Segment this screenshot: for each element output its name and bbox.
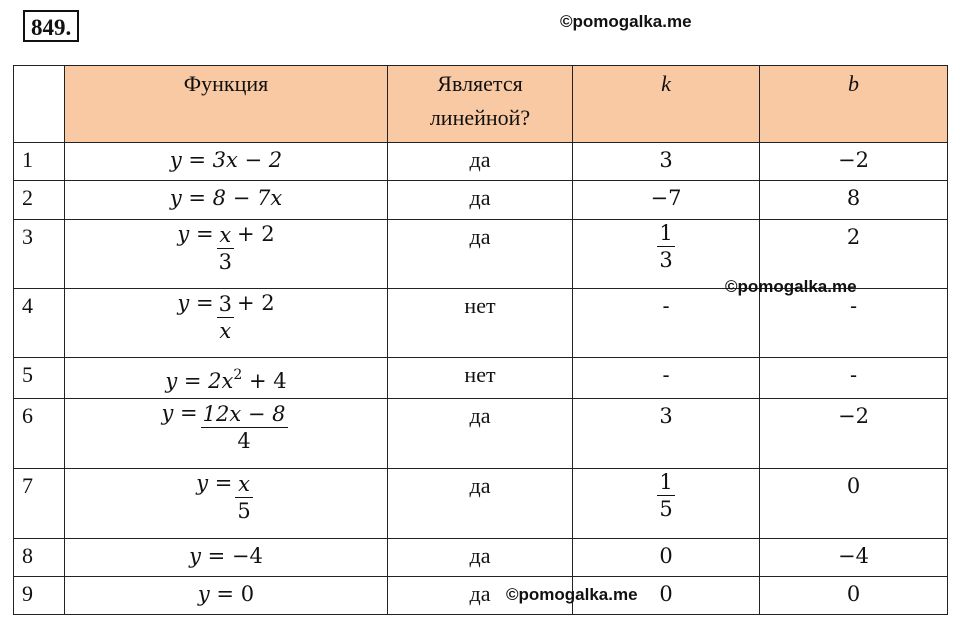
table-row: [14, 358, 948, 399]
function-tail: + 2: [236, 222, 275, 246]
table-row: [14, 399, 948, 469]
is-linear-cell: нет: [388, 358, 573, 399]
function-expression: −4: [231, 544, 263, 568]
header-k: k: [573, 66, 760, 143]
header-is-linear-line2: линейной?: [429, 105, 531, 130]
k-numerator: 1: [659, 470, 673, 494]
function-lhs: y =: [177, 291, 214, 315]
function-lhs: y =: [161, 401, 198, 425]
header-b: b: [760, 66, 948, 143]
fraction-numerator: 3: [218, 292, 232, 316]
header-row: [14, 66, 948, 143]
b-cell: 0: [760, 469, 948, 539]
problem-number: 849.: [23, 10, 79, 42]
fraction-numerator: x: [238, 472, 250, 496]
row-index: 8: [14, 539, 65, 577]
function-lhs: y =: [169, 148, 206, 172]
function-fraction: [217, 222, 234, 275]
table-row: [14, 469, 948, 539]
b-cell: 8: [760, 181, 948, 220]
is-linear-cell: да: [388, 539, 573, 577]
fraction-denominator: x: [217, 317, 234, 344]
function-fraction: [201, 401, 288, 454]
function-cell: [65, 539, 388, 577]
function-fraction: [217, 291, 234, 344]
k-cell: 3: [573, 143, 760, 181]
k-fraction: [657, 469, 674, 522]
is-linear-cell: да: [388, 181, 573, 220]
header-is-linear: [388, 66, 573, 143]
function-cell: [65, 181, 388, 220]
k-cell: 0: [573, 577, 760, 615]
function-cell: [65, 358, 388, 399]
table-row: [14, 289, 948, 358]
function-exponent: 2: [233, 367, 243, 383]
function-expression: 3x − 2: [212, 148, 283, 172]
functions-table: [13, 65, 948, 615]
row-index: 9: [14, 577, 65, 615]
function-expression: 0: [240, 582, 255, 606]
k-denominator: 3: [659, 248, 673, 272]
is-linear-cell: да: [388, 399, 573, 469]
is-linear-cell: да: [388, 220, 573, 289]
fraction-denominator: 3: [218, 250, 232, 274]
function-tail: + 2: [236, 291, 275, 315]
watermark-middle: ©pomogalka.me: [725, 277, 857, 296]
function-cell: [65, 289, 388, 358]
b-cell: −2: [760, 143, 948, 181]
k-cell: 0: [573, 539, 760, 577]
k-cell: [573, 469, 760, 539]
header-index: [14, 66, 65, 143]
function-cell: [65, 399, 388, 469]
k-cell: 3: [573, 399, 760, 469]
is-linear-cell: да: [388, 577, 573, 615]
k-cell: -: [573, 289, 760, 358]
function-lhs: y =: [189, 544, 226, 568]
row-index: 2: [14, 181, 65, 220]
function-cell: [65, 577, 388, 615]
table-row: [14, 143, 948, 181]
b-cell: 2: [760, 220, 948, 289]
is-linear-cell: нет: [388, 289, 573, 358]
function-cell: [65, 143, 388, 181]
function-expression: 8 − 7x: [212, 186, 283, 210]
k-cell: -: [573, 358, 760, 399]
b-cell: −2: [760, 399, 948, 469]
is-linear-cell: да: [388, 143, 573, 181]
function-base: 2x: [208, 369, 234, 393]
fraction-numerator: x: [219, 223, 232, 247]
fraction-denominator: 5: [237, 499, 251, 523]
k-numerator: 1: [659, 221, 673, 245]
function-lhs: y =: [196, 471, 233, 495]
b-cell: -: [760, 289, 948, 358]
function-lhs: y =: [177, 222, 214, 246]
function-fraction: [235, 471, 252, 524]
k-denominator: 5: [659, 497, 673, 521]
b-cell: -: [760, 358, 948, 399]
function-tail: + 4: [249, 369, 287, 393]
k-cell: −7: [573, 181, 760, 220]
fraction-numerator: 12x − 8: [202, 402, 286, 426]
fraction-denominator: 4: [201, 427, 288, 454]
function-lhs: y =: [197, 582, 235, 606]
table-row: [14, 539, 948, 577]
row-index: 1: [14, 143, 65, 181]
function-cell: [65, 220, 388, 289]
watermark-top: ©pomogalka.me: [560, 12, 692, 31]
table-row: [14, 577, 948, 615]
header-is-linear-line1: Является: [437, 71, 523, 96]
watermark-bottom: ©pomogalka.me: [506, 585, 638, 604]
row-index: 7: [14, 469, 65, 539]
is-linear-cell: да: [388, 469, 573, 539]
row-index: 4: [14, 289, 65, 358]
b-cell: 0: [760, 577, 948, 615]
function-cell: [65, 469, 388, 539]
table-row: [14, 181, 948, 220]
function-lhs: y =: [169, 186, 206, 210]
function-lhs: y =: [165, 369, 202, 393]
k-fraction: [657, 220, 674, 273]
row-index: 6: [14, 399, 65, 469]
b-cell: −4: [760, 539, 948, 577]
row-index: 3: [14, 220, 65, 289]
row-index: 5: [14, 358, 65, 399]
header-function: Функция: [65, 66, 388, 143]
